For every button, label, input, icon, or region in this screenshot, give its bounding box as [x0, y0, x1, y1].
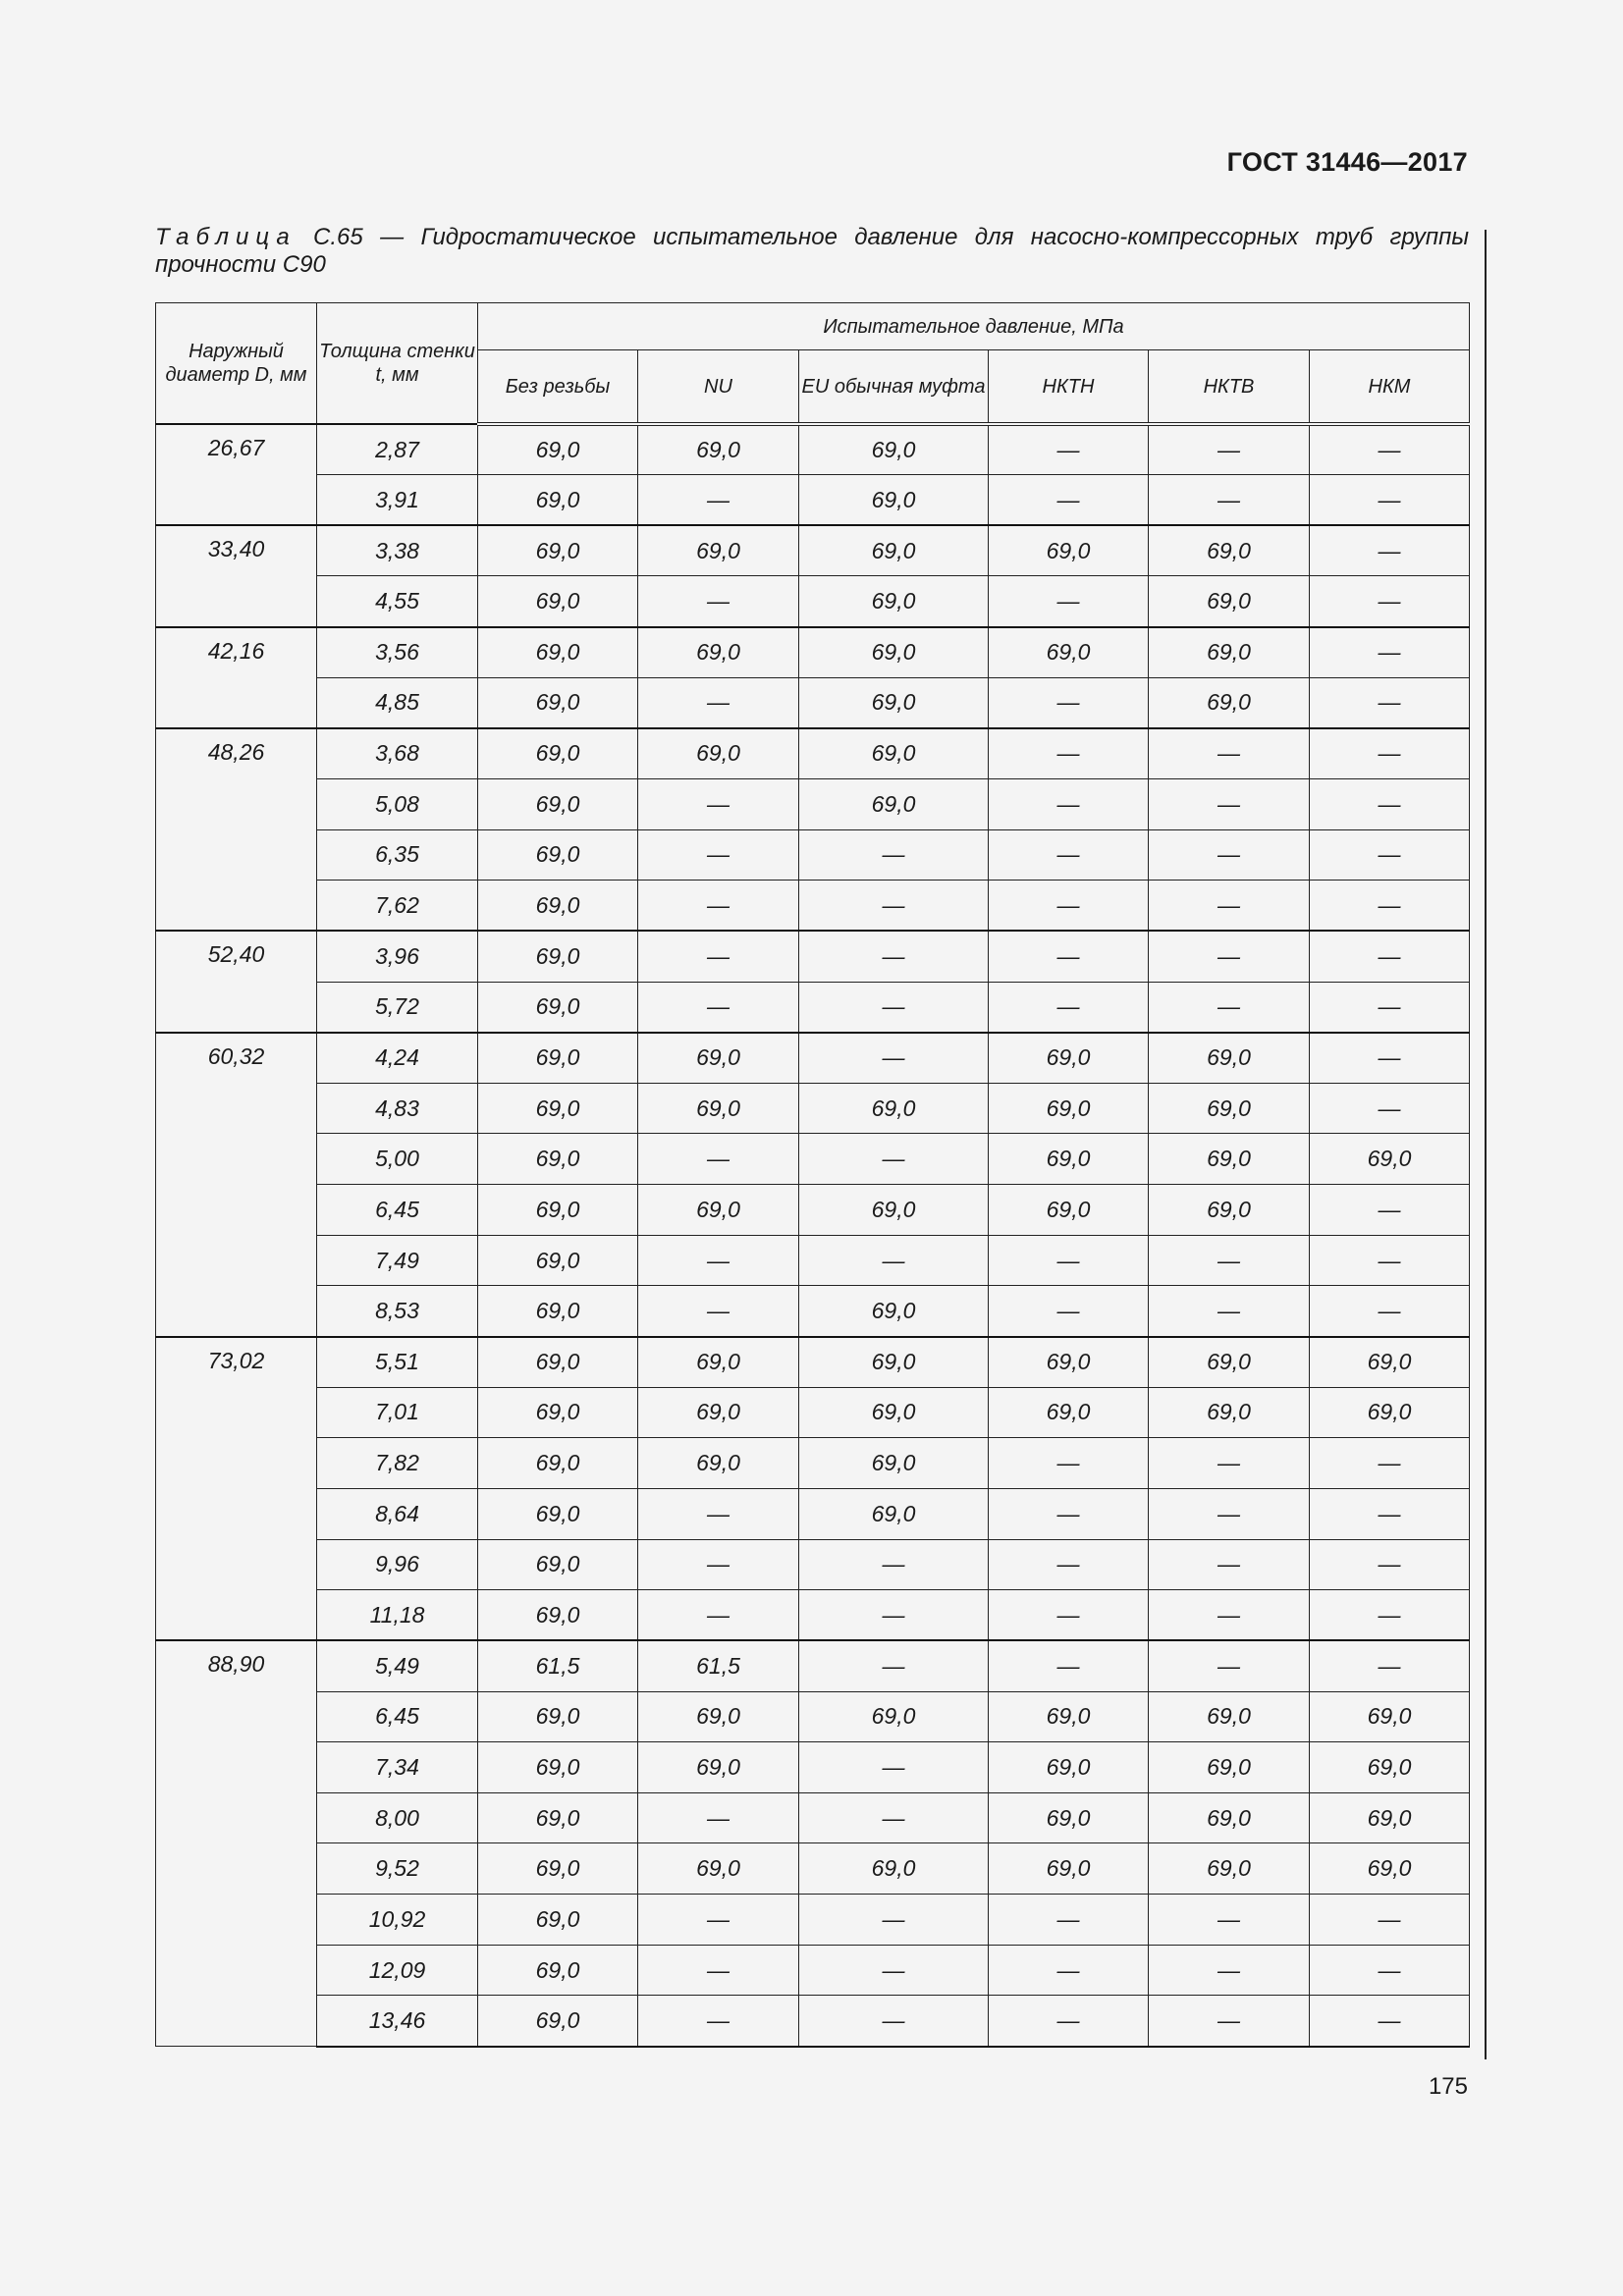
cell-pressure: 69,0 [638, 525, 799, 576]
cell-pressure: 69,0 [478, 1488, 638, 1539]
cell-pressure: — [638, 1996, 799, 2047]
cell-pressure: — [638, 931, 799, 982]
cell-pressure: — [638, 1792, 799, 1843]
cell-diameter: 88,90 [156, 1640, 317, 2046]
table-row [156, 1640, 1470, 1691]
cell-pressure: 69,0 [1149, 1691, 1310, 1742]
cell-pressure: — [799, 1742, 989, 1793]
cell-pressure: — [638, 881, 799, 932]
cell-pressure: — [638, 576, 799, 627]
pressure-table [155, 302, 1470, 2048]
table-row [156, 1185, 1470, 1236]
cell-thickness: 6,45 [317, 1185, 478, 1236]
table-caption [155, 224, 1469, 279]
cell-pressure: — [1310, 1286, 1470, 1337]
cell-pressure: 69,0 [478, 576, 638, 627]
cell-pressure: — [989, 1895, 1149, 1946]
header-nktv: НКТВ [1149, 350, 1310, 425]
cell-pressure: — [799, 982, 989, 1033]
table-row [156, 1590, 1470, 1641]
cell-pressure: 69,0 [799, 475, 989, 526]
cell-pressure: 69,0 [638, 1843, 799, 1895]
cell-pressure: — [989, 1640, 1149, 1691]
cell-pressure: 69,0 [799, 1083, 989, 1134]
cell-thickness: 4,85 [317, 677, 478, 728]
cell-thickness: 3,56 [317, 627, 478, 678]
cell-pressure: 69,0 [799, 525, 989, 576]
header-pressure-group: Испытательное давление, МПа [478, 303, 1470, 350]
cell-pressure: — [1310, 778, 1470, 829]
cell-pressure: 69,0 [989, 1792, 1149, 1843]
cell-pressure: — [1149, 1286, 1310, 1337]
table-row [156, 881, 1470, 932]
table-row [156, 1742, 1470, 1793]
cell-pressure: — [1149, 1235, 1310, 1286]
cell-pressure: 69,0 [478, 475, 638, 526]
cell-pressure: 69,0 [799, 1843, 989, 1895]
cell-pressure: — [1149, 1996, 1310, 2047]
cell-pressure: — [1310, 1235, 1470, 1286]
header-nktn: НКТН [989, 350, 1149, 425]
header-eu: EU обычная муфта [799, 350, 989, 425]
cell-pressure: 69,0 [1149, 1185, 1310, 1236]
cell-pressure: — [989, 1996, 1149, 2047]
cell-pressure: 69,0 [1310, 1742, 1470, 1793]
cell-pressure: 69,0 [638, 1438, 799, 1489]
table-row [156, 1033, 1470, 1084]
cell-pressure: 69,0 [638, 627, 799, 678]
cell-pressure: — [1149, 424, 1310, 475]
cell-pressure: 61,5 [478, 1640, 638, 1691]
table-row [156, 1792, 1470, 1843]
cell-pressure: — [989, 1438, 1149, 1489]
table-row [156, 1083, 1470, 1134]
cell-pressure: 69,0 [799, 1286, 989, 1337]
cell-pressure: 69,0 [1149, 1387, 1310, 1438]
cell-pressure: 69,0 [478, 1337, 638, 1388]
cell-pressure: 69,0 [1149, 1792, 1310, 1843]
cell-thickness: 10,92 [317, 1895, 478, 1946]
cell-pressure: — [638, 677, 799, 728]
cell-pressure: 69,0 [1149, 1337, 1310, 1388]
cell-pressure: — [1149, 1945, 1310, 1996]
cell-pressure: — [1310, 525, 1470, 576]
cell-pressure: 69,0 [799, 778, 989, 829]
cell-pressure: 69,0 [478, 1235, 638, 1286]
cell-pressure: 69,0 [478, 525, 638, 576]
cell-pressure: — [1310, 1590, 1470, 1641]
cell-pressure: — [989, 1286, 1149, 1337]
cell-pressure: 69,0 [478, 1134, 638, 1185]
cell-pressure: 69,0 [478, 881, 638, 932]
cell-pressure: — [799, 1895, 989, 1946]
cell-thickness: 7,62 [317, 881, 478, 932]
cell-thickness: 4,55 [317, 576, 478, 627]
cell-pressure: — [1149, 931, 1310, 982]
cell-pressure: — [799, 1539, 989, 1590]
cell-pressure: — [799, 1134, 989, 1185]
cell-pressure: — [1149, 1488, 1310, 1539]
cell-pressure: — [1310, 1640, 1470, 1691]
cell-thickness: 3,38 [317, 525, 478, 576]
cell-thickness: 7,82 [317, 1438, 478, 1489]
table-row [156, 1539, 1470, 1590]
cell-pressure: — [1310, 1539, 1470, 1590]
document-code: ГОСТ 31446—2017 [1226, 147, 1468, 177]
cell-pressure: 69,0 [478, 424, 638, 475]
table-row [156, 1996, 1470, 2047]
cell-pressure: — [1310, 475, 1470, 526]
cell-pressure: 69,0 [1310, 1691, 1470, 1742]
cell-pressure: 69,0 [799, 1185, 989, 1236]
cell-pressure: — [1149, 1590, 1310, 1641]
cell-pressure: 69,0 [989, 1337, 1149, 1388]
cell-pressure: 69,0 [638, 1742, 799, 1793]
cell-thickness: 7,34 [317, 1742, 478, 1793]
table-row [156, 627, 1470, 678]
cell-pressure: 69,0 [1149, 525, 1310, 576]
cell-pressure: — [638, 1945, 799, 1996]
table-caption-text: С.65 — Гидростатическое испытательное давление для насосно-компрессорных труб группы прочности C90 [155, 224, 1469, 278]
table-row [156, 1337, 1470, 1388]
cell-thickness: 7,01 [317, 1387, 478, 1438]
cell-pressure: 69,0 [478, 1792, 638, 1843]
cell-pressure: 69,0 [478, 1590, 638, 1641]
cell-thickness: 11,18 [317, 1590, 478, 1641]
cell-pressure: 69,0 [638, 1185, 799, 1236]
cell-pressure: — [1310, 1438, 1470, 1489]
table-row [156, 1438, 1470, 1489]
cell-pressure: — [1310, 627, 1470, 678]
table-row [156, 1488, 1470, 1539]
table-row [156, 1895, 1470, 1946]
cell-pressure: 69,0 [989, 1033, 1149, 1084]
cell-pressure: — [989, 424, 1149, 475]
cell-pressure: — [638, 1488, 799, 1539]
cell-pressure: — [1310, 728, 1470, 779]
cell-pressure: 61,5 [638, 1640, 799, 1691]
cell-pressure: — [1149, 881, 1310, 932]
table-row [156, 1843, 1470, 1895]
cell-diameter: 26,67 [156, 424, 317, 525]
table-row [156, 728, 1470, 779]
cell-thickness: 3,96 [317, 931, 478, 982]
margin-rule [1485, 230, 1487, 2059]
cell-pressure: 69,0 [1149, 1742, 1310, 1793]
cell-thickness: 5,49 [317, 1640, 478, 1691]
cell-pressure: — [1310, 1083, 1470, 1134]
cell-thickness: 6,45 [317, 1691, 478, 1742]
cell-pressure: — [989, 677, 1149, 728]
cell-thickness: 8,64 [317, 1488, 478, 1539]
cell-pressure: — [989, 1488, 1149, 1539]
cell-pressure: 69,0 [989, 1843, 1149, 1895]
cell-pressure: — [638, 1590, 799, 1641]
cell-pressure: 69,0 [638, 1691, 799, 1742]
cell-pressure: — [799, 1590, 989, 1641]
header-thickness: Толщина стенки t, мм [317, 303, 478, 425]
table-row [156, 525, 1470, 576]
cell-pressure: 69,0 [1310, 1792, 1470, 1843]
cell-pressure: — [638, 778, 799, 829]
cell-thickness: 8,00 [317, 1792, 478, 1843]
table-row [156, 677, 1470, 728]
table-row [156, 576, 1470, 627]
cell-pressure: — [989, 1945, 1149, 1996]
page-number: 175 [1428, 2073, 1468, 2100]
cell-pressure: — [1310, 576, 1470, 627]
cell-pressure: 69,0 [799, 1691, 989, 1742]
cell-pressure: 69,0 [478, 1438, 638, 1489]
cell-pressure: — [1149, 778, 1310, 829]
cell-pressure: — [638, 982, 799, 1033]
cell-pressure: — [1310, 1996, 1470, 2047]
cell-pressure: — [638, 1286, 799, 1337]
cell-thickness: 9,96 [317, 1539, 478, 1590]
cell-pressure: — [1149, 728, 1310, 779]
cell-thickness: 8,53 [317, 1286, 478, 1337]
table-row [156, 982, 1470, 1033]
table-row [156, 1235, 1470, 1286]
cell-pressure: — [989, 778, 1149, 829]
cell-pressure: 69,0 [478, 677, 638, 728]
cell-thickness: 5,00 [317, 1134, 478, 1185]
cell-pressure: 69,0 [989, 1134, 1149, 1185]
cell-pressure: 69,0 [638, 1387, 799, 1438]
cell-pressure: — [1149, 475, 1310, 526]
cell-pressure: — [989, 576, 1149, 627]
cell-pressure: 69,0 [478, 1539, 638, 1590]
cell-pressure: — [1310, 677, 1470, 728]
cell-pressure: 69,0 [478, 982, 638, 1033]
cell-diameter: 42,16 [156, 627, 317, 728]
cell-thickness: 5,51 [317, 1337, 478, 1388]
cell-pressure: — [638, 1539, 799, 1590]
cell-thickness: 3,68 [317, 728, 478, 779]
cell-pressure: 69,0 [799, 424, 989, 475]
table-row [156, 931, 1470, 982]
cell-pressure: 69,0 [638, 728, 799, 779]
cell-thickness: 6,35 [317, 829, 478, 881]
table-caption-label: Таблица [155, 224, 297, 250]
cell-thickness: 13,46 [317, 1996, 478, 2047]
cell-thickness: 5,08 [317, 778, 478, 829]
cell-pressure: — [799, 1945, 989, 1996]
cell-pressure: 69,0 [478, 1286, 638, 1337]
cell-pressure: — [638, 829, 799, 881]
header-diameter: Наружный диаметр D, мм [156, 303, 317, 425]
cell-pressure: — [638, 1134, 799, 1185]
cell-pressure: 69,0 [1310, 1134, 1470, 1185]
cell-pressure: 69,0 [1149, 1033, 1310, 1084]
cell-thickness: 4,24 [317, 1033, 478, 1084]
cell-pressure: — [1149, 982, 1310, 1033]
table-row [156, 1134, 1470, 1185]
cell-pressure: 69,0 [1310, 1387, 1470, 1438]
cell-thickness: 3,91 [317, 475, 478, 526]
cell-pressure: 69,0 [989, 1083, 1149, 1134]
table-row [156, 1691, 1470, 1742]
cell-pressure: — [1310, 424, 1470, 475]
cell-pressure: 69,0 [1149, 627, 1310, 678]
cell-pressure: — [799, 1033, 989, 1084]
cell-pressure: 69,0 [1149, 1083, 1310, 1134]
cell-pressure: — [1149, 829, 1310, 881]
cell-pressure: — [1310, 1895, 1470, 1946]
cell-diameter: 52,40 [156, 931, 317, 1032]
cell-pressure: 69,0 [799, 576, 989, 627]
cell-pressure: — [638, 1895, 799, 1946]
cell-pressure: 69,0 [989, 525, 1149, 576]
table-body [156, 424, 1470, 2047]
cell-pressure: 69,0 [478, 1843, 638, 1895]
cell-pressure: — [1310, 1488, 1470, 1539]
cell-pressure: 69,0 [478, 728, 638, 779]
cell-pressure: — [989, 1590, 1149, 1641]
cell-pressure: 69,0 [478, 1083, 638, 1134]
cell-pressure: — [1310, 881, 1470, 932]
cell-pressure: 69,0 [1310, 1337, 1470, 1388]
cell-pressure: 69,0 [478, 1185, 638, 1236]
cell-pressure: — [1149, 1895, 1310, 1946]
table-row [156, 475, 1470, 526]
cell-pressure: 69,0 [989, 1742, 1149, 1793]
cell-pressure: — [989, 931, 1149, 982]
cell-pressure: — [989, 728, 1149, 779]
cell-pressure: 69,0 [478, 1895, 638, 1946]
cell-thickness: 2,87 [317, 424, 478, 475]
cell-diameter: 48,26 [156, 728, 317, 932]
cell-pressure: 69,0 [478, 1691, 638, 1742]
cell-pressure: — [1149, 1438, 1310, 1489]
cell-thickness: 4,83 [317, 1083, 478, 1134]
cell-pressure: — [799, 1235, 989, 1286]
header-no-thread: Без резьбы [478, 350, 638, 425]
cell-pressure: 69,0 [989, 1387, 1149, 1438]
cell-pressure: — [799, 829, 989, 881]
cell-pressure: 69,0 [478, 931, 638, 982]
cell-pressure: 69,0 [799, 1488, 989, 1539]
cell-pressure: 69,0 [1149, 1843, 1310, 1895]
cell-pressure: 69,0 [478, 1945, 638, 1996]
cell-pressure: 69,0 [1310, 1843, 1470, 1895]
cell-diameter: 73,02 [156, 1337, 317, 1641]
cell-pressure: 69,0 [478, 829, 638, 881]
table-row [156, 1945, 1470, 1996]
header-nu: NU [638, 350, 799, 425]
table-row [156, 1387, 1470, 1438]
cell-pressure: 69,0 [799, 677, 989, 728]
cell-pressure: 69,0 [638, 1033, 799, 1084]
cell-pressure: 69,0 [799, 728, 989, 779]
cell-pressure: — [799, 1792, 989, 1843]
cell-thickness: 12,09 [317, 1945, 478, 1996]
cell-pressure: 69,0 [478, 1387, 638, 1438]
cell-pressure: 69,0 [799, 627, 989, 678]
cell-pressure: 69,0 [478, 1742, 638, 1793]
cell-pressure: 69,0 [638, 424, 799, 475]
cell-thickness: 9,52 [317, 1843, 478, 1895]
table-row [156, 829, 1470, 881]
cell-pressure: 69,0 [478, 627, 638, 678]
cell-pressure: 69,0 [799, 1387, 989, 1438]
cell-pressure: 69,0 [989, 627, 1149, 678]
cell-pressure: — [989, 475, 1149, 526]
cell-pressure: — [989, 1235, 1149, 1286]
table-row [156, 778, 1470, 829]
cell-pressure: 69,0 [1149, 677, 1310, 728]
cell-pressure: 69,0 [478, 778, 638, 829]
cell-pressure: — [1149, 1640, 1310, 1691]
cell-pressure: — [989, 1539, 1149, 1590]
cell-diameter: 33,40 [156, 525, 317, 626]
cell-pressure: 69,0 [478, 1996, 638, 2047]
cell-pressure: — [1149, 1539, 1310, 1590]
cell-pressure: 69,0 [638, 1337, 799, 1388]
cell-pressure: — [799, 931, 989, 982]
cell-pressure: — [1310, 1033, 1470, 1084]
cell-pressure: — [799, 1996, 989, 2047]
cell-pressure: — [1310, 829, 1470, 881]
cell-pressure: 69,0 [989, 1691, 1149, 1742]
cell-diameter: 60,32 [156, 1033, 317, 1337]
cell-pressure: 69,0 [1149, 576, 1310, 627]
table-row [156, 424, 1470, 475]
cell-pressure: — [989, 829, 1149, 881]
header-nkm: НКМ [1310, 350, 1470, 425]
cell-pressure: — [989, 881, 1149, 932]
cell-pressure: — [1310, 982, 1470, 1033]
cell-pressure: — [1310, 931, 1470, 982]
cell-pressure: — [989, 982, 1149, 1033]
cell-pressure: 69,0 [799, 1337, 989, 1388]
cell-pressure: 69,0 [1149, 1134, 1310, 1185]
table-row [156, 1286, 1470, 1337]
cell-pressure: — [1310, 1945, 1470, 1996]
cell-thickness: 5,72 [317, 982, 478, 1033]
cell-pressure: — [638, 475, 799, 526]
cell-pressure: 69,0 [799, 1438, 989, 1489]
cell-pressure: — [799, 881, 989, 932]
cell-pressure: 69,0 [989, 1185, 1149, 1236]
cell-pressure: — [638, 1235, 799, 1286]
cell-pressure: — [1310, 1185, 1470, 1236]
cell-pressure: — [799, 1640, 989, 1691]
cell-pressure: 69,0 [478, 1033, 638, 1084]
cell-thickness: 7,49 [317, 1235, 478, 1286]
cell-pressure: 69,0 [638, 1083, 799, 1134]
